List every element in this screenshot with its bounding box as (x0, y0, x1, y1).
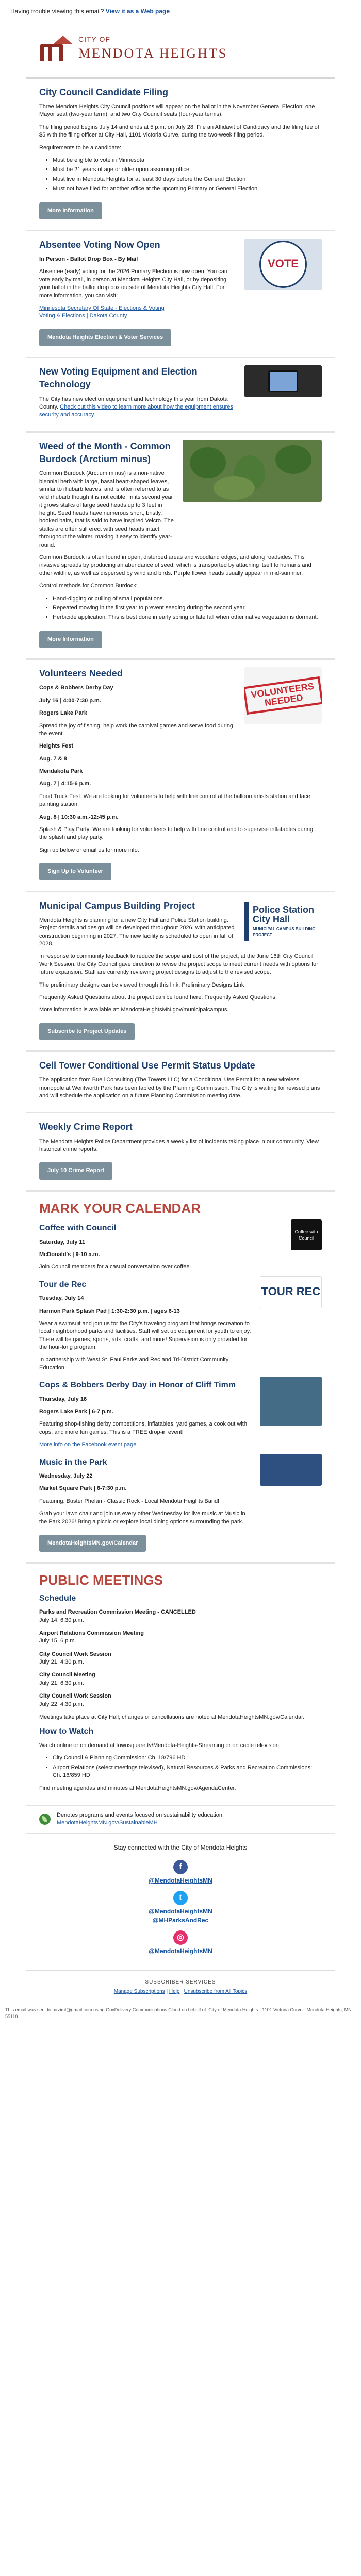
derby-desc: Featuring shop-fishing derby competitions, inflatables, yard games, a cook out with cops, and more fun games. This is a FREE drop-in event! (39, 1421, 247, 1435)
candidate-title: City Council Candidate Filing (39, 87, 169, 97)
tour-desc2: In partnership with West St. Paul Parks and Rec and Tri-District Community Education. (39, 1357, 229, 1371)
volunteers-section (26, 660, 335, 892)
list-item (39, 1608, 322, 1624)
unsubscribe-link[interactable]: Unsubscribe from All Topics (184, 1988, 248, 1994)
cell-section (26, 1052, 335, 1113)
candidate-p2: The filing period begins July 14 and ends at 5 p.m. on July 28. File an Affidavit of Candidacy and the filing fee of $5 with the filing officer at City Hall, 1101 Victoria Curve, during the two-week filing period. (39, 124, 319, 139)
calendar-button[interactable]: MendotaHeightsMN.gov/Calendar (39, 1535, 146, 1552)
list-item: • Must be eligible to vote in Minnesota (53, 157, 322, 164)
meeting-date: July 21, 6:30 p.m. (39, 1680, 84, 1686)
weed-more-info-button[interactable]: More Information (39, 631, 102, 648)
equipment-section (26, 358, 335, 433)
meetings-banner: PUBLIC MEETINGS (39, 1572, 163, 1588)
weed-p1: Common Burdock (Arctium minus) is a non-native biennial herb with large, basal heart-shaped leaves, similar to rhubarb leaves, and is often referred to as wild rhubarb though it is not edible. In its second year it grows stalks of large seed heads up to 3 feet in height. Seed heads have numerous short, bristly, hooked hairs, that is said to have inspired Velcro. The stalks are often still erect with seed heads intact throughout the winter, making it easy to identify year-round. (39, 470, 174, 548)
derby-place: Rogers Lake Park | 6-7 p.m. (39, 1409, 113, 1415)
vol-e2-line2-desc: Splash & Play Party: We are looking for volunteers to help with line control and to supervise inflatables during the splash and play party. (39, 826, 314, 841)
meeting-name: City Council Work Session (39, 1693, 111, 1700)
voting-tablet-image (244, 365, 322, 397)
vol-e2-line1-desc: Food Truck Fest: We are looking for volunteers to help with line control at the balloon artists station and face painting station. (39, 793, 310, 808)
footer-note: This email was sent to mrzimt@gmail.com using GovDelivery Communications Cloud on behalf of: City of Mendota Heights · 1101 Victoria Curve · Mendota Heights, MN 55118 (5, 2007, 352, 2019)
coffee-place: McDonald's | 9-10 a.m. (39, 1251, 100, 1258)
how-to-watch-title: How to Watch (39, 1727, 94, 1736)
music-feature: Featuring: Buster Phelan - Classic Rock - Local Mendota Heights Band! (39, 1498, 220, 1504)
stay-connected: Stay connected with the City of Mendota Heights (113, 1843, 248, 1851)
equipment-video-link[interactable]: Check out this video to learn more about how the equipment ensures security and accuracy. (39, 403, 233, 418)
volunteers-title: Volunteers Needed (39, 668, 123, 679)
tour-logo: TOUR REC (261, 1285, 321, 1298)
campus-p3: The preliminary designs can be viewed through this link: Preliminary Designs Link (39, 981, 244, 988)
derby-image (260, 1377, 322, 1426)
tour-desc: Wear a swimsuit and join us for the City's traveling program that brings recreation to local neighborhood parks and facilities. Staff will set up equipment for youth to enjoy. There will be games, sports, arts, crafts, and more! Supervision is only provided for the hour-long program. (39, 1320, 251, 1351)
cell-p1: The application from Buell Consulting (The Towers LLC) for a Conditional Use Permit for a new wireless monopole at Wentworth Park has been tabled by the Planning Commission. The City is waiting for revised plans and will schedule the application on a future Planning Commission meeting date. (39, 1077, 320, 1099)
tour-place: Harmon Park Splash Pad | 1:30-2:30 p.m. | ages 6-13 (39, 1308, 180, 1314)
twitter-link[interactable]: @MendotaHeightsMN (149, 1907, 212, 1915)
coffee-date: Saturday, July 11 (39, 1239, 86, 1245)
meeting-name: Airport Relations Commission Meeting (39, 1630, 144, 1636)
web-view-bar (0, 0, 361, 21)
absentee-lead: In Person - Ballot Drop Box - By Mail (39, 256, 138, 263)
candidate-more-info-button[interactable]: More Information (39, 202, 102, 219)
coffee-desc: Join Council members for a casual conversation over coffee. (39, 1264, 191, 1270)
logo-line2: MENDOTA HEIGHTS (78, 46, 228, 61)
sustainability-legend (26, 1806, 335, 1834)
meetings-note: Meetings take place at City Hall; changes or cancellations are noted at MendotaHeightsMN.gov/Calendar. (39, 1714, 305, 1721)
vol-e1-date: July 16 | 4:00-7:30 p.m. (39, 697, 101, 704)
crime-title: Weekly Crime Report (39, 1122, 133, 1132)
campus-section (26, 892, 335, 1052)
crime-p1: The Mendota Heights Police Department provides a weekly list of incidents taking place in our community. View historical crime reports. (39, 1138, 319, 1153)
tablet-icon (268, 370, 298, 392)
music-desc: Grab your lawn chair and join us every other Wednesday for live music at Music in the Park 2026! Bring a picnic or explore local dining options surrounding the park. (39, 1511, 245, 1525)
vol-signup-text: Sign up below or email us for more info. (39, 846, 139, 853)
city-logo-icon (40, 36, 72, 62)
sustain-text: Denotes programs and events focused on sustainability education. (57, 1811, 224, 1818)
social-section (26, 1834, 335, 1971)
tour-title: Tour de Rec (39, 1280, 87, 1289)
vote-image (244, 239, 322, 290)
sustain-link[interactable]: MendotaHeightsMN.gov/SustainableMH (57, 1820, 158, 1826)
volunteer-signup-button[interactable]: Sign Up to Volunteer (39, 863, 111, 880)
vol-e2-name: Heights Fest (39, 743, 74, 750)
list-item: • Must not have filed for another office at the upcoming Primary or General Election. (53, 185, 322, 193)
meeting-name: City Council Work Session (39, 1651, 111, 1657)
web-view-link[interactable]: View it as a Web page (105, 8, 170, 15)
list-item (39, 1692, 322, 1708)
calendar-section (26, 1192, 335, 1564)
weed-section (26, 433, 335, 660)
equipment-title: New Voting Equipment and Election Technology (39, 366, 198, 390)
coffee-img-label: Coffee with Council (294, 1229, 318, 1241)
music-image (260, 1454, 322, 1486)
equipment-p1: The City has new election equipment and technology this year from Dakota County. (39, 396, 228, 410)
coffee-title: Coffee with Council (39, 1224, 117, 1233)
leaf-icon (39, 1814, 51, 1825)
meeting-name: Parks and Recreation Commission Meeting - CANCELLED (39, 1609, 196, 1616)
weed-methods-intro: Control methods for Common Burdock: (39, 583, 138, 589)
how-list (53, 1754, 322, 1780)
list-item: • Must be 21 years of age or older upon assuming office (53, 166, 322, 174)
meeting-date: July 22, 4:30 p.m. (39, 1701, 84, 1707)
candidate-section (26, 79, 335, 231)
vol-e2-place: Mendakota Park (39, 768, 83, 775)
meetings-section (26, 1564, 335, 1806)
vol-e2-line2: Aug. 8 | 10:30 a.m.-12:45 p.m. (39, 814, 119, 820)
facebook-link[interactable]: @MendotaHeightsMN (149, 1877, 212, 1885)
campus-subscribe-button[interactable]: Subscribe to Project Updates (39, 1023, 135, 1040)
cell-title: Cell Tower Conditional Use Permit Status Update (39, 1060, 255, 1071)
absentee-p1: Absentee (early) voting for the 2026 Primary Election is now open. You can vote early by mail, in person at Mendota Heights City Hall, or by depositing your ballot in the ballot drop box outside of Mendota Heights City Hall. For more information, you can visit: (39, 268, 228, 299)
weed-p2: Common Burdock is often found in open, disturbed areas and woodland edges, and along roadsides. This invasive spreads by producing an abundance of seed, which is transported by attaching itself to humans and other wildlife, as well as dispersed by wind and birds. Purple flower heads usually appear in mid-summer. (39, 554, 311, 577)
tour-date: Tuesday, July 14 (39, 1295, 84, 1302)
list-item: • City Council & Planning Commission: Ch. 18/796 HD (53, 1754, 322, 1762)
music-title: Music in the Park (39, 1458, 107, 1467)
vote-badge: VOTE (259, 241, 307, 288)
list-item: • Herbicide application. This is best done in early spring or late fall when other native vegetation is dormant. (53, 614, 322, 621)
meeting-date: July 15, 6 p.m. (39, 1638, 76, 1645)
absentee-dakota-link[interactable]: Voting & Elections | Dakota County (39, 313, 127, 319)
campus-image (244, 900, 322, 944)
how-outro: Find meeting agendas and minutes at MendotaHeightsMN.gov/AgendaCenter. (39, 1785, 236, 1792)
list-item (39, 1671, 322, 1687)
music-event (39, 1454, 322, 1531)
campus-p2: In response to community feedback to reduce the scope and cost of the project, at the June 16th City Council Work Session, the City Council gave direction to revise the project scope to meet current needs with options for future expansion. Staff are currently reviewing project designs to adjust to the revised scope. (39, 953, 318, 976)
derby-facebook-link[interactable]: More info on the Facebook event page (39, 1442, 137, 1448)
meeting-date: July 21, 4:30 p.m. (39, 1659, 84, 1666)
services-title: SUBSCRIBER SERVICES (145, 1979, 216, 1985)
coffee-image (291, 1219, 322, 1250)
absentee-sos-link[interactable]: Minnesota Secretary Of State - Elections & Voting (39, 305, 165, 312)
music-date: Wednesday, July 22 (39, 1473, 93, 1479)
crime-report-button[interactable]: July 10 Crime Report (39, 1162, 112, 1179)
coffee-event (39, 1219, 322, 1276)
vol-e1-name: Cops & Bobbers Derby Day (39, 685, 113, 691)
vol-e1-desc: Spread the joy of fishing; help work the carnival games and serve food during the event. (39, 722, 234, 737)
derby-title: Cops & Bobbers Derby Day in Honor of Cliff Timm (39, 1381, 236, 1390)
city-logo-text (78, 35, 227, 63)
web-view-text: Having trouble viewing this email? (10, 8, 104, 15)
tour-event (39, 1276, 322, 1377)
subscriber-services: SUBSCRIBER SERVICES Manage Subscriptions | Help | Unsubscribe from All Topics (26, 1971, 335, 2002)
list-item: • Airport Relations (select meetings televised), Natural Resources & Parks and Recreation Commissions: Ch. 16/859 HD (53, 1764, 322, 1780)
campus-p4: Frequently Asked Questions about the project can be found here: Frequently Asked Questions (39, 994, 276, 1001)
absentee-title: Absentee Voting Now Open (39, 239, 160, 250)
weed-title: Weed of the Month - Common Burdock (Arctium minus) (39, 440, 171, 464)
help-link[interactable]: Help (169, 1988, 180, 1994)
how-intro: Watch online or on demand at townsquare.tv/Mendota-Heights-Streaming or on cable television: (39, 1742, 281, 1749)
volunteers-image (244, 667, 322, 724)
candidate-req-list (53, 157, 322, 193)
list-item: • Hand-digging or pulling of small populations. (53, 595, 322, 603)
campus-p1: Mendota Heights is planning for a new City Hall and Police Station building. Project details and design will be developed throughout 2026, with anticipated construction beginning in 2027. The new facility is scheduled to open in fall of 2028. (39, 917, 235, 947)
derby-date: Thursday, July 16 (39, 1396, 87, 1402)
logo-line1: CITY OF (78, 35, 110, 43)
manage-subscriptions-link[interactable]: Manage Subscriptions (113, 1988, 165, 1994)
tour-image (260, 1276, 322, 1308)
instagram-icon[interactable]: ◎ (173, 1930, 188, 1945)
list-item: • Must live in Mendota Heights for at least 30 days before the General Election (53, 176, 322, 183)
derby-event (39, 1377, 322, 1453)
weed-methods-list (53, 595, 322, 622)
vol-e2-date: Aug. 7 & 8 (39, 755, 67, 762)
vol-e2-line1: Aug. 7 | 4:15-6 p.m. (39, 781, 91, 787)
campus-img-line1: Police Station (253, 904, 315, 915)
header (26, 21, 335, 79)
candidate-req-intro: Requirements to be a candidate: (39, 144, 121, 151)
candidate-p1: Three Mendota Heights City Council positions will appear on the ballot in the November General Election: one Mayor seat (two-year term), and two City Council seats (four-year terms). (39, 103, 315, 118)
meeting-name: City Council Meeting (39, 1672, 95, 1679)
campus-img-line2: City Hall (253, 914, 290, 925)
schedule-title: Schedule (39, 1594, 76, 1603)
election-services-button[interactable]: Mendota Heights Election & Voter Services (39, 329, 171, 346)
meeting-date: July 14, 6:30 p.m. (39, 1617, 84, 1623)
music-place: Market Square Park | 6-7:30 p.m. (39, 1485, 127, 1492)
absentee-section (26, 231, 335, 358)
campus-p5: More information is available at: MendotaHeightsMN.gov/municipalcampus. (39, 1007, 229, 1013)
email-body (26, 21, 335, 2002)
facebook-icon[interactable]: f (173, 1860, 188, 1874)
campus-title: Municipal Campus Building Project (39, 900, 195, 911)
list-item (39, 1651, 322, 1667)
list-item: • Repeated mowing in the first year to prevent seeding during the second year. (53, 604, 322, 612)
burdock-image (183, 440, 322, 502)
crime-section (26, 1113, 335, 1191)
volunteers-stamp: VOLUNTEERS NEEDED (244, 676, 322, 715)
instagram-link[interactable]: @MendotaHeightsMN (149, 1947, 212, 1955)
twitter-icon[interactable]: t (173, 1891, 188, 1905)
calendar-banner: MARK YOUR CALENDAR (39, 1200, 201, 1216)
list-item (39, 1630, 322, 1646)
campus-img-line3: MUNICIPAL CAMPUS BUILDING PROJECT (253, 927, 316, 938)
twitter-parks-link[interactable]: @MHParksAndRec (152, 1917, 209, 1924)
vol-e1-place: Rogers Lake Park (39, 710, 87, 717)
